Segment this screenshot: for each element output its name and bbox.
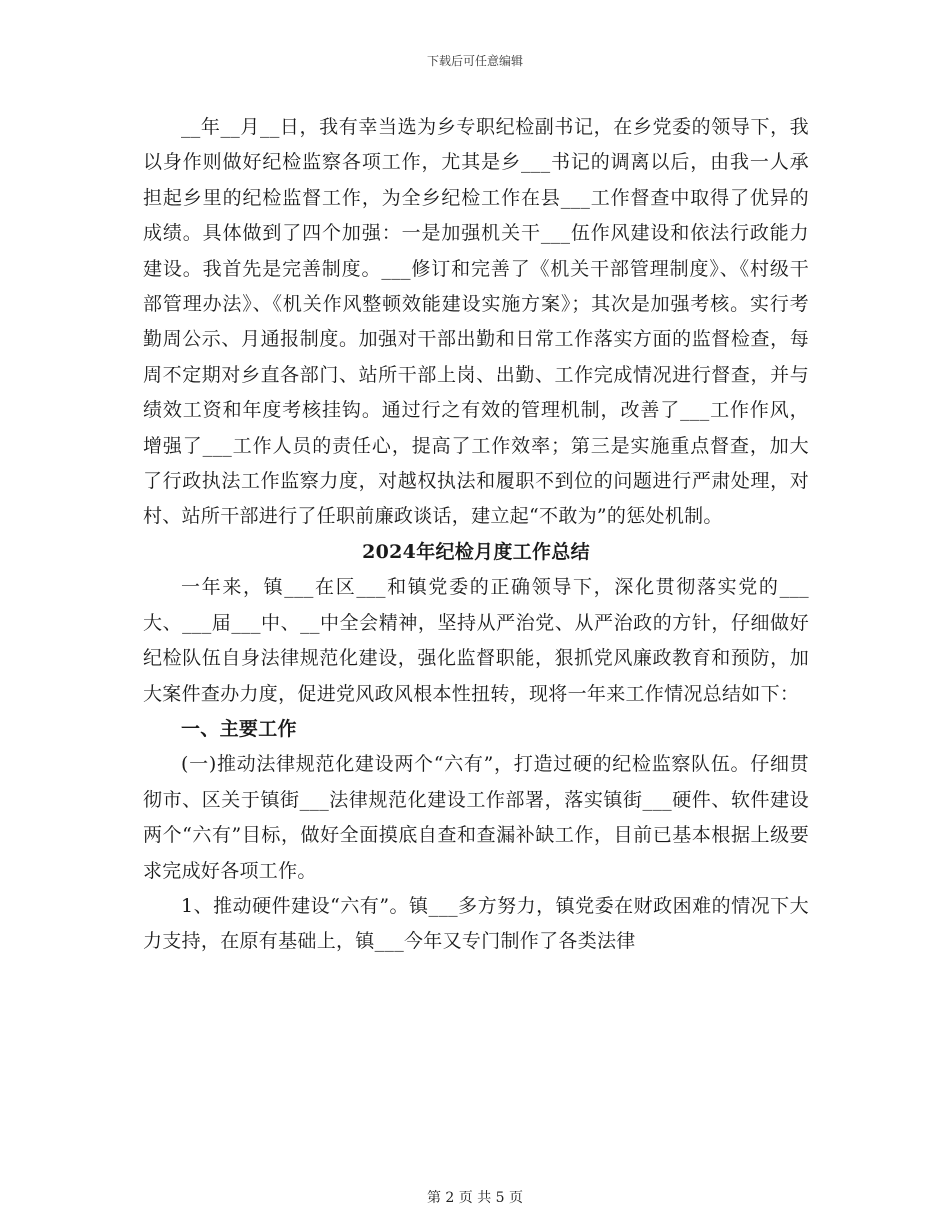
page-header-note: 下载后可任意编辑 [426, 54, 523, 68]
paragraph-subsection-1: (一)推动法律规范化建设两个“六有”，打造过硬的纪检监察队伍。仔细贯彻市、区关于镇街___法律规范化建设工作部署，落实镇街___硬件、软件建设两个“六有”目标，做好全面摸底自查和查漏补缺工作，目前已基本根据上级要求完成好各项工作。 [143, 753, 809, 882]
document-body [143, 110, 809, 960]
paragraph-summary: 一年来，镇___在区___和镇党委的正确领导下，深化贯彻落实党的___大、___届___中、__中全会精神，坚持从严治党、从严治政的方针，仔细做好纪检队伍自身法律规范化建设，强化监督职能，狠抓党风廉政教育和预防，加大案件查办力度，促进党风政风根本性扭转，现将一年来工作情况总结如下： [143, 576, 809, 705]
page-footer-number: 第 2 页 共 5 页 [426, 1190, 524, 1206]
paragraph-hardware: 1、推动硬件建设“六有”。镇___多方努力，镇党委在财政困难的情况下大力支持，在原有基础上，镇___今年又专门制作了各类法律 [143, 894, 809, 953]
document-title: 2024年纪检月度工作总结 [362, 540, 590, 563]
paragraph-intro: __年__月__日，我有幸当选为乡专职纪检副书记，在乡党委的领导下，我以身作则做好纪检监察各项工作，尤其是乡___书记的调离以后，由我一人承担起乡里的纪检监督工作，为全乡纪检工作在县___工作督查中取得了优异的成绩。具体做到了四个加强：一是加强机关干___伍作风建设和依法行政能力建设。我首先是完善制度。___修订和完善了《机关干部管理制度》、《村级干部管理办法》、《机关作风整顿效能建设实施方案》；其次是加强考核。实行考勤周公示、月通报制度。加强对干部出勤和日常工作落实方面的监督检查，每周不定期对乡直各部门、站所干部上岗、出勤、工作完成情况进行督查，并与绩效工资和年度考核挂钩。通过行之有效的管理机制，改善了___工作作风，增强了___工作人员的责任心，提高了工作效率；第三是实施重点督查，加大了行政执法工作监察力度，对越权执法和履职不到位的问题进行严肃处理，对村、站所干部进行了任职前廉政谈话，建立起“不敢为”的惩处机制。 [143, 116, 809, 528]
section-heading-main-work: 一、主要工作 [181, 717, 297, 740]
